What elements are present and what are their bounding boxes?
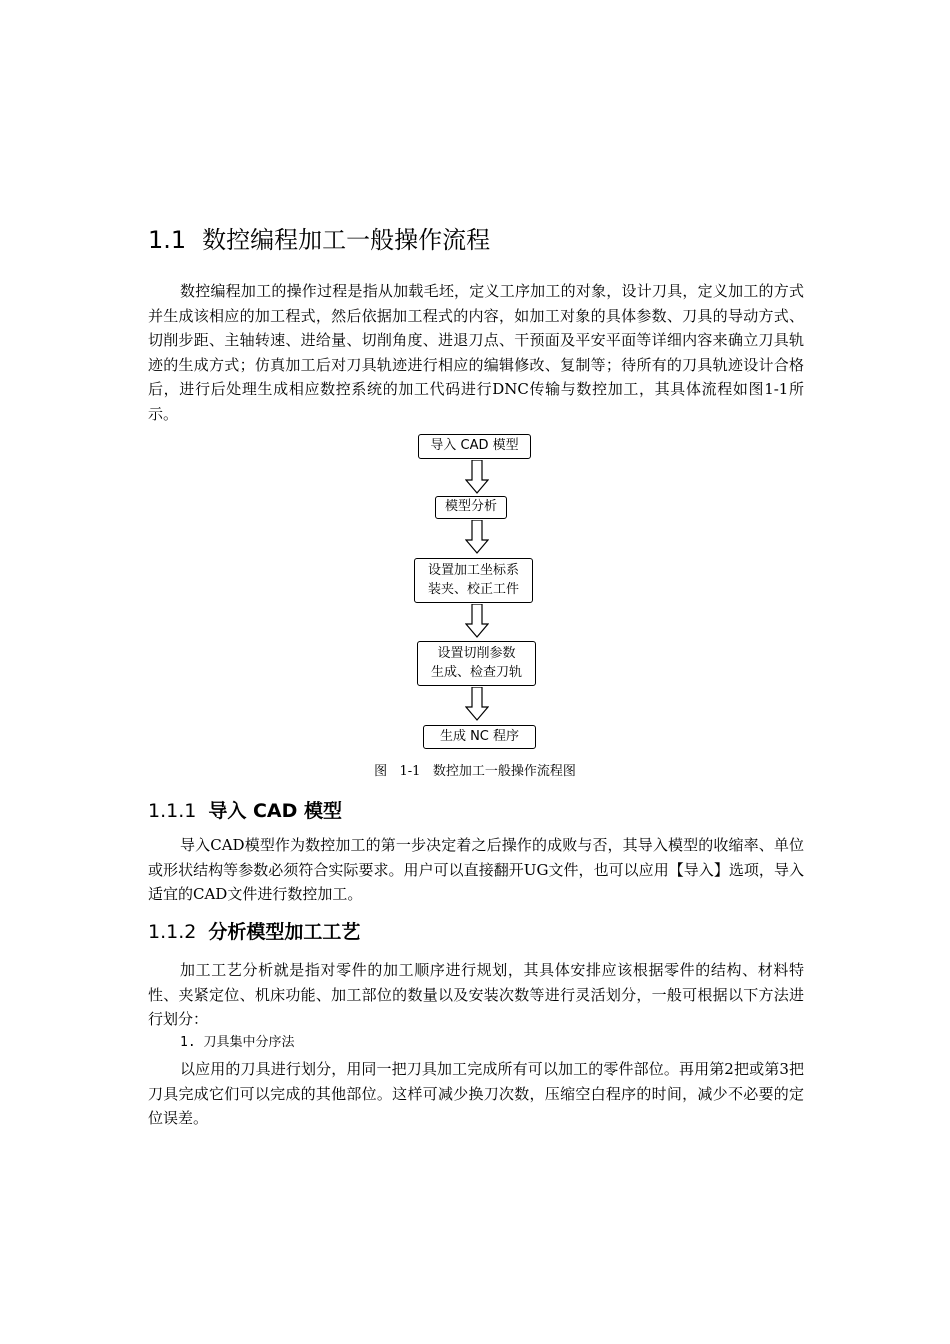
section-title: 数控编程加工一般操作流程 xyxy=(202,226,491,254)
down-arrow-icon xyxy=(465,520,489,554)
flow-step-import-cad xyxy=(418,434,531,459)
intro-paragraph: 数控编程加工的操作过程是指从加载毛坯，定义工序加工的对象，设计刀具，定义加工的方式并生成该相应的加工程式，然后依据加工程式的内容，如加工对象的具体参数、刀具的导动方式、切削步距、主轴转速、进给量、切削角度、进退刀点、干预面及平安平面等详细内容来确立刀具轨迹的生成方式；仿真加工后对刀具轨迹进行相应的编辑修改、复制等；待所有的刀具轨迹设计合格后，进行后处理生成相应数控系统的加工代码进行DNC传输与数控加工，其具体流程如图1-1所示。 xyxy=(148,282,804,423)
subsection-number: 1.1.2 xyxy=(148,921,197,943)
subsection-2-paragraph: 加工工艺分析就是指对零件的加工顺序进行规划，其具体安排应该根据零件的结构、材料特性、夹紧定位、机床功能、加工部位的数量以及安装次数等进行灵活划分，一般可根据以下方法进行划分： xyxy=(148,961,804,1028)
list-item-label: 1. 刀具集中分序法 xyxy=(180,1035,295,1050)
down-arrow-icon xyxy=(465,460,489,494)
flow-step-label: 生成、检查刀轨 xyxy=(430,665,522,680)
flow-step-label: 设置加工坐标系 xyxy=(427,563,519,578)
down-arrow-icon xyxy=(465,604,489,638)
flow-step-setup-coords xyxy=(414,558,533,603)
subsection-title: 导入 CAD 模型 xyxy=(208,800,343,822)
section-heading xyxy=(148,220,490,255)
flow-step-model-analysis xyxy=(435,496,507,519)
subsection-1-paragraph: 导入CAD模型作为数控加工的第一步决定着之后操作的成败与否，其导入模型的收缩率、单位或形状结构等参数必须符合实际要求。用户可以直接翻开UG文件，也可以应用【导入】选项，导入适宜的CAD文件进行数控加工。 xyxy=(148,836,804,903)
flow-step-label: 设置切削参数 xyxy=(437,646,516,661)
list-item-paragraph: 以应用的刀具进行划分，用同一把刀具加工完成所有可以加工的零件部位。再用第2把或第3把刀具完成它们可以完成的其他部位。这样可减少换刀次数，压缩空白程序的时间，减少不必要的定位误差。 xyxy=(148,1060,804,1127)
subsection-title: 分析模型加工工艺 xyxy=(208,921,361,943)
flow-step-label: 导入 CAD 模型 xyxy=(430,438,519,453)
section-number: 1.1 xyxy=(148,226,187,254)
flow-step-label: 模型分析 xyxy=(444,499,497,514)
figure-caption: 图 1-1 数控加工一般操作流程图 xyxy=(374,764,576,779)
down-arrow-icon xyxy=(465,687,489,721)
flow-step-generate-nc xyxy=(423,725,536,749)
flow-step-cutting-params xyxy=(417,641,536,686)
flow-step-label: 生成 NC 程序 xyxy=(439,729,520,744)
subsection-heading-2 xyxy=(148,917,360,944)
subsection-number: 1.1.1 xyxy=(148,800,197,822)
flow-step-label: 装夹、校正工件 xyxy=(427,582,519,597)
subsection-heading-1 xyxy=(148,796,342,823)
